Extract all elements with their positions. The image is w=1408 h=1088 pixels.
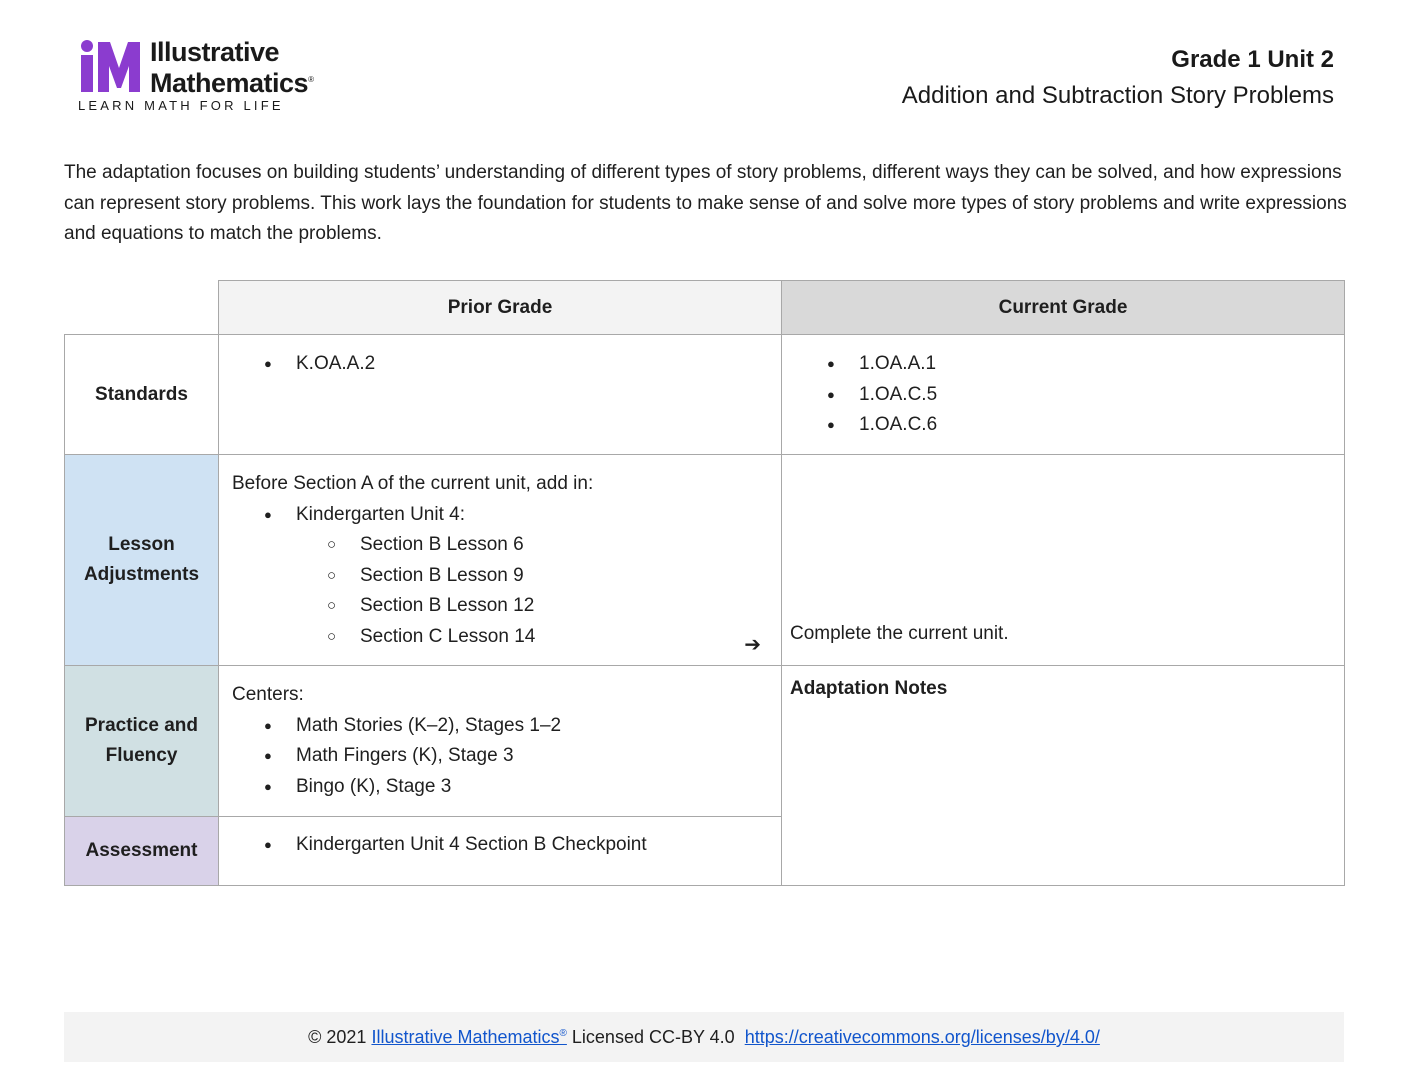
list-item: ○ Section B Lesson 9 [219,561,781,592]
lesson-adjustments-row-header [65,455,219,666]
list-item: ● Kindergarten Unit 4: [219,500,781,531]
standards-prior-list [219,349,781,380]
illustrative-mathematics-link[interactable]: Illustrative Mathematics® [371,1027,567,1047]
brand-name-line2: Mathematics [150,68,309,98]
list-item: ○ Section B Lesson 12 [219,591,781,622]
assessment-prior-cell [219,817,782,886]
list-item: ● Bingo (K), Stage 3 [219,772,781,803]
standards-current-cell [782,335,1345,455]
list-item: ○ Section C Lesson 14 [219,622,781,653]
adaptation-notes-cell [782,666,1345,886]
row-header-line: Fluency [105,745,178,766]
table-header-row [65,281,1345,335]
unit-title: Grade 1 Unit 2 [1171,46,1334,73]
brand-logo [78,38,338,118]
adaptation-notes-heading: Adaptation Notes [790,678,948,699]
lesson-prior-list [219,500,781,531]
row-header-line: Lesson [108,534,175,555]
im-logo-icon [78,40,140,94]
standards-current-list [782,349,1344,441]
list-item: ● 1.OA.A.1 [782,349,1344,380]
license-text: Licensed CC-BY 4.0 [571,1027,735,1047]
table-corner [65,281,219,335]
row-header-line: Adjustments [83,564,200,585]
copyright-text: © 2021 [308,1027,367,1047]
document-title-block [902,44,1334,116]
adaptation-table [64,280,1345,886]
list-item: ● Kindergarten Unit 4 Section B Checkpoint [219,830,781,861]
license-url-link[interactable]: https://creativecommons.org/licenses/by/4.0/ [744,1027,1100,1047]
intro-paragraph: The adaptation focuses on building students’ understanding of different types of story problems, different ways they can be solved, and how expressions can represent story problems. This work lays the foundation for students to make sense of and solve more types of story problems and write expressions and equations to match the problems. [64,162,1347,244]
assessment-row-header: Assessment [65,817,219,886]
brand-name-line1: Illustrative [150,37,280,67]
lesson-current-text: Complete the current unit. [790,623,1009,644]
unit-subtitle: Addition and Subtraction Story Problems [901,82,1334,109]
registered-mark: ® [559,1028,567,1039]
arrow-right-icon: ➔ [744,634,761,656]
assessment-prior-list [219,830,781,861]
lesson-adjustments-row [65,455,1345,666]
list-item: ○ Section B Lesson 6 [219,530,781,561]
practice-fluency-row-header [65,666,219,817]
practice-prior-intro: Centers: [232,684,304,705]
row-header-line: Practice and [85,715,198,736]
practice-prior-cell [219,666,782,817]
lesson-current-cell [782,455,1345,666]
prior-grade-header: Prior Grade [219,281,782,335]
standards-row [65,335,1345,455]
footer [64,1012,1344,1062]
list-item: ● 1.OA.C.5 [782,380,1344,411]
practice-prior-list [219,711,781,803]
lesson-prior-cell [219,455,782,666]
list-item: ● 1.OA.C.6 [782,410,1344,441]
brand-tagline: LEARN MATH FOR LIFE [78,98,284,113]
list-item: ● Math Fingers (K), Stage 3 [219,741,781,772]
list-item: ● K.OA.A.2 [219,349,781,380]
list-item: ● Math Stories (K–2), Stages 1–2 [219,711,781,742]
registered-mark-icon: ® [308,75,314,84]
standards-row-header: Standards [65,335,219,455]
current-grade-header: Current Grade [782,281,1345,335]
standards-prior-cell [219,335,782,455]
brand-name [150,38,313,97]
practice-fluency-row [65,666,1345,817]
lesson-prior-intro: Before Section A of the current unit, add in: [232,473,594,494]
lesson-prior-sublist [219,530,781,652]
